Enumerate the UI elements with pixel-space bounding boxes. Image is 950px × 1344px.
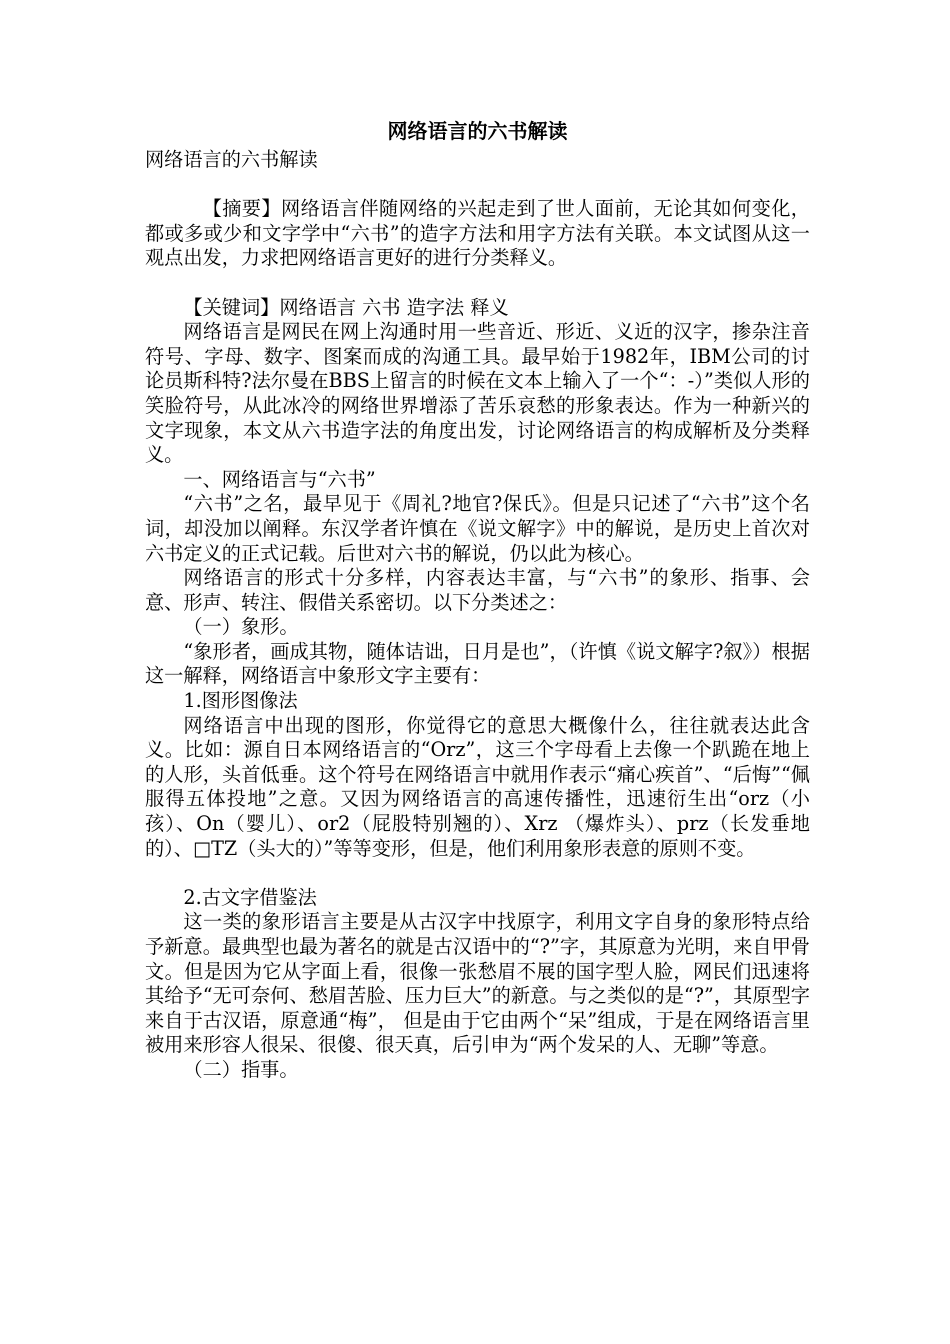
- body-paragraph: “象形者，画成其物，随体诘诎，日月是也”，（许慎《说文解字?叙》）根据这一解释，网络语言中象形文字主要有：: [145, 639, 810, 688]
- body-paragraph: 网络语言中出现的图形，你觉得它的意思大概像什么，往往就表达此含义。比如：源自日本网络语言的“Orz”，这三个字母看上去像一个趴跪在地上的人形，头首低垂。这个符号在网络语言中就用作表示“痛心疾首”、“后悔”“佩服得五体投地”之意。又因为网络语言的高速传播性，迅速衍生出“orz（小孩）、On（婴儿）、or2（屁股特别翘的）、Xrz （爆炸头）、prz（长发垂地的）、□TZ（头大的）”等等变形，但是，他们利用象形表意的原则不变。: [145, 713, 810, 860]
- subsection-heading: （一）象形。: [183, 615, 299, 639]
- body-paragraph: 网络语言的形式十分多样，内容表达丰富，与“六书”的象形、指事、会意、形声、转注、假借关系密切。以下分类述之：: [145, 566, 810, 614]
- item-heading: 1.图形图像法: [183, 689, 298, 713]
- abstract-paragraph: 【摘要】网络语言伴随网络的兴起走到了世人面前，无论其如何变化，都或多或少和文字学中“六书”的造字方法和用字方法有关联。本文试图从这一观点出发，力求把网络语言更好的进行分类释义。: [145, 197, 810, 270]
- keywords-line: 【关键词】网络语言 六书 造字法 释义: [183, 295, 509, 319]
- document-subtitle: 网络语言的六书解读: [145, 148, 318, 171]
- document-page: [145, 118, 810, 1083]
- blank-line: [145, 271, 810, 296]
- blank-line: [145, 861, 810, 886]
- blank-line: [145, 173, 810, 198]
- item-heading: 2.古文字借鉴法: [183, 885, 317, 909]
- document-title: 网络语言的六书解读: [387, 119, 568, 143]
- body-paragraph: 这一类的象形语言主要是从古汉字中找原字，利用文字自身的象形特点给予新意。最典型也最为著名的就是古汉语中的“?”字，其原意为光明，来自甲骨文。但是因为它从字面上看，很像一张愁眉不展的国字型人脸，网民们迅速将其给予“无可奈何、愁眉苦脸、压力巨大”的新意。与之类似的是“?”，其原型字来自于古汉语，原意通“梅”， 但是由于它由两个“呆”组成，于是在网络语言里被用来形容人很呆、很傻、很天真，后引申为“两个发呆的人、无聊”等意。: [145, 910, 810, 1057]
- subsection-heading: （二）指事。: [183, 1057, 299, 1081]
- intro-paragraph: 网络语言是网民在网上沟通时用一些音近、形近、义近的汉字，掺杂注音符号、字母、数字、图案而成的沟通工具。最早始于1982年，IBM公司的讨论员斯科特?法尔曼在BBS上留言的时候在文本上输入了一个“：-）”类似人形的笑脸符号，从此冰冷的网络世界增添了苦乐哀愁的形象表达。作为一种新兴的文字现象，本文从六书造字法的角度出发，讨论网络语言的构成解析及分类释义。: [145, 320, 810, 467]
- section-heading: 一、网络语言与“六书”: [183, 467, 376, 491]
- body-paragraph: “六书”之名，最早见于《周礼?地官?保氏》。但是只记述了“六书”这个名词，却没加以阐释。东汉学者许慎在《说文解字》中的解说，是历史上首次对六书定义的正式记载。后世对六书的解说，仍以此为核心。: [145, 492, 810, 565]
